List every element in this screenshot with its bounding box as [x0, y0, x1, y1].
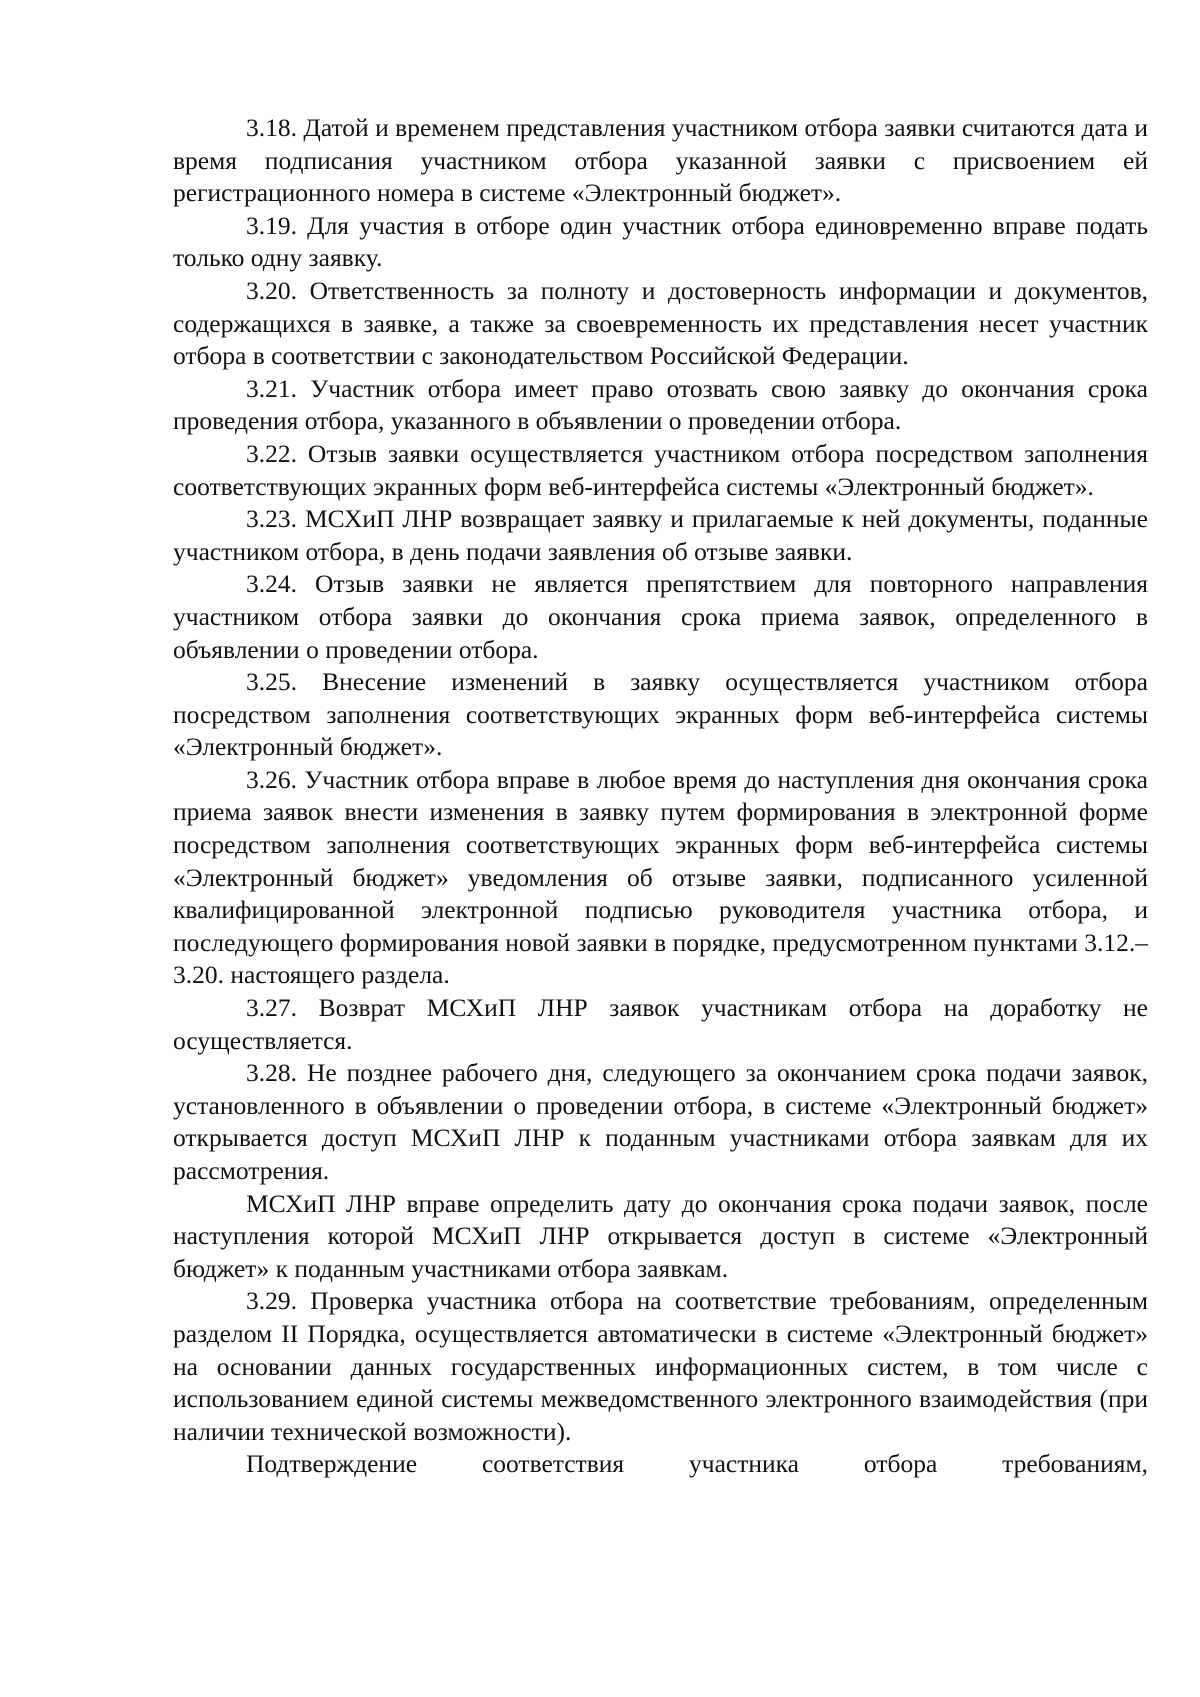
paragraph-3-20: 3.20. Ответственность за полноту и достоверность информации и документов, содержащихся в заявке, а также за своевременность их представления несет участник отбора в соответствии с законодательством Российской Федерации. — [173, 275, 1148, 371]
document-body — [173, 112, 1148, 1481]
paragraph-3-29: 3.29. Проверка участника отбора на соответствие требованиям, определенным разделом II Порядка, осуществляется автоматически в системе «Электронный бюджет» на основании данных государственных информационных систем, в том числе с использованием единой системы межведомственного электронного взаимодействия (при наличии технической возможности). — [173, 1286, 1148, 1446]
paragraph-3-18: 3.18. Датой и временем представления участником отбора заявки считаются дата и время подписания участником отбора указанной заявки с присвоением ей регистрационного номера в системе «Электронный бюджет». — [173, 113, 1148, 208]
paragraph-3-26: 3.26. Участник отбора вправе в любое время до наступления дня окончания срока приема заявок внести изменения в заявку путем формирования в электронной форме посредством заполнения соответствующих экранных форм веб-интерфейса системы «Электронный бюджет» уведомления об отзыве заявки, подписанного усиленной квалифицированной электронной подписью руководителя участника отбора, и последующего формирования новой заявки в порядке, предусмотренном пунктами 3.12.–3.20. настоящего раздела. — [173, 764, 1148, 990]
paragraph-3-28-continuation: МСХиП ЛНР вправе определить дату до окончания срока подачи заявок, после наступления которой МСХиП ЛНР открывается доступ в системе «Электронный бюджет» к поданным участниками отбора заявкам. — [173, 1188, 1148, 1283]
paragraph-3-22: 3.22. Отзыв заявки осуществляется участником отбора посредством заполнения соответствующих экранных форм веб-интерфейса системы «Электронный бюджет». — [173, 438, 1148, 501]
paragraph-3-21: 3.21. Участник отбора имеет право отозвать свою заявку до окончания срока проведения отбора, указанного в объявлении о проведении отбора. — [173, 373, 1148, 436]
paragraph-3-27: 3.27. Возврат МСХиП ЛНР заявок участникам отбора на доработку не осуществляется. — [173, 993, 1148, 1055]
paragraph-3-19: 3.19. Для участия в отборе один участник отбора единовременно вправе подать только одну заявку. — [173, 210, 1148, 273]
paragraph-3-29-continuation: Подтверждение соответствия участника отбора требованиям, — [246, 1449, 1148, 1479]
paragraph-3-24: 3.24. Отзыв заявки не является препятствием для повторного направления участником отбора заявки до окончания срока приема заявок, определенного в объявлении о проведении отбора. — [173, 569, 1148, 664]
paragraph-3-25: 3.25. Внесение изменений в заявку осуществляется участником отбора посредством заполнения соответствующих экранных форм веб-интерфейса системы «Электронный бюджет». — [173, 667, 1148, 762]
paragraph-3-28: 3.28. Не позднее рабочего дня, следующего за окончанием срока подачи заявок, установленного в объявлении о проведении отбора, в системе «Электронный бюджет» открывается доступ МСХиП ЛНР к поданным участниками отбора заявкам для их рассмотрения. — [173, 1058, 1148, 1185]
paragraph-3-23: 3.23. МСХиП ЛНР возвращает заявку и прилагаемые к ней документы, поданные участником отбора, в день подачи заявления об отзыве заявки. — [173, 504, 1148, 566]
